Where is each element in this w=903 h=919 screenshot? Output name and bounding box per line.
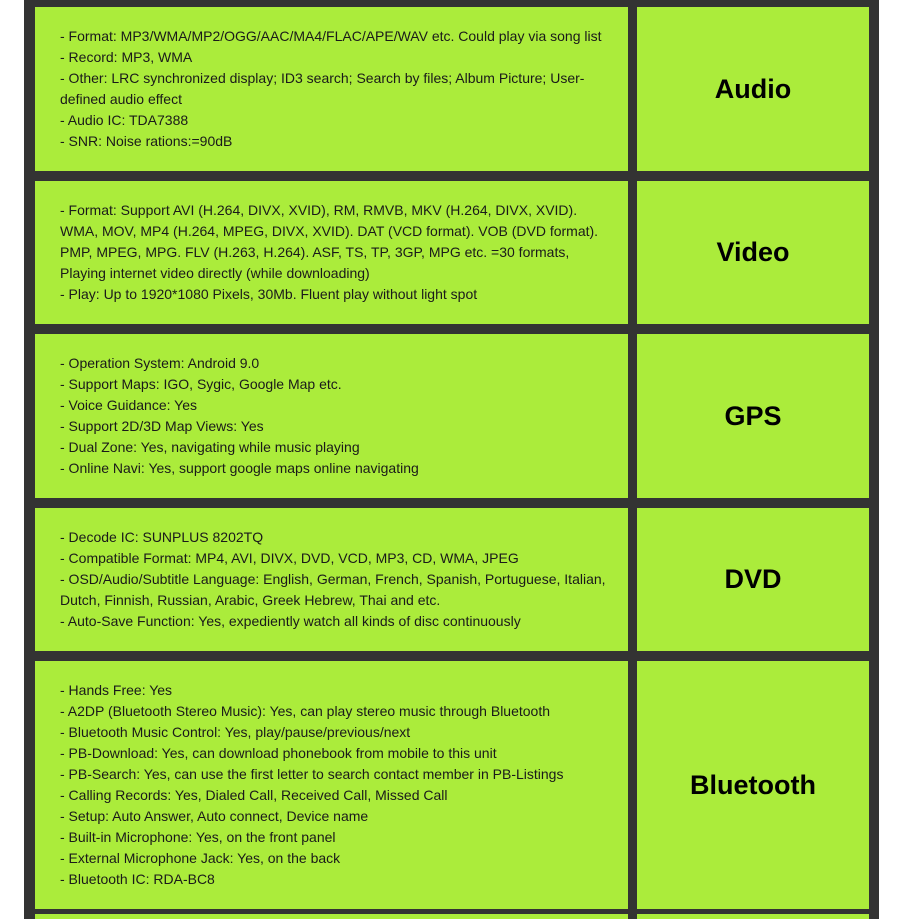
spec-line: - Bluetooth IC: RDA-BC8	[60, 871, 215, 887]
spec-line: - Decode IC: SUNPLUS 8202TQ	[60, 529, 264, 545]
next-row-label-edge	[637, 914, 869, 919]
left-margin	[0, 0, 24, 919]
spec-line: - Record: MP3, WMA	[60, 49, 193, 65]
right-margin	[879, 0, 903, 919]
spec-line: - Dual Zone: Yes, navigating while music playing	[60, 439, 360, 455]
spec-line: - Calling Records: Yes, Dialed Call, Received Call, Missed Call	[60, 787, 448, 803]
spec-label-video: Video	[637, 181, 869, 324]
spec-line: - Compatible Format: MP4, AVI, DIVX, DVD, VCD, MP3, CD, WMA, JPEG	[60, 550, 519, 566]
spec-description-video	[35, 181, 628, 324]
spec-label-bluetooth: Bluetooth	[637, 661, 869, 909]
spec-description-gps	[35, 334, 628, 498]
next-row-description-edge	[35, 914, 628, 919]
spec-line: - Support Maps: IGO, Sygic, Google Map etc.	[60, 376, 342, 392]
spec-label-gps: GPS	[637, 334, 869, 498]
spec-line: - Operation System: Android 9.0	[60, 355, 260, 371]
spec-description-audio	[35, 7, 628, 171]
spec-line: - Format: Support AVI (H.264, DIVX, XVID), RM, RMVB, MKV (H.264, DIVX, XVID). WMA, MOV, MP4 (H.264, MPEG, DIVX, XVID). DAT (VCD format). VOB (DVD format). PMP, MPEG, MPG. FLV (H.263, H.264). ASF, TS, TP, 3GP, MPG etc. =30 formats, Playing internet video directly (while downloading)	[60, 202, 599, 281]
spec-line: - PB-Download: Yes, can download phonebook from mobile to this unit	[60, 745, 497, 761]
spec-line: - Support 2D/3D Map Views: Yes	[60, 418, 264, 434]
spec-line: - Play: Up to 1920*1080 Pixels, 30Mb. Fluent play without light spot	[60, 286, 478, 302]
spec-line: - External Microphone Jack: Yes, on the back	[60, 850, 341, 866]
spec-line: - Hands Free: Yes	[60, 682, 173, 698]
spec-line: - Auto-Save Function: Yes, expediently watch all kinds of disc continuously	[60, 613, 521, 629]
spec-line: - Setup: Auto Answer, Auto connect, Device name	[60, 808, 369, 824]
spec-line: - A2DP (Bluetooth Stereo Music): Yes, can play stereo music through Bluetooth	[60, 703, 551, 719]
spec-line: - Built-in Microphone: Yes, on the front panel	[60, 829, 336, 845]
spec-line: - Other: LRC synchronized display; ID3 search; Search by files; Album Picture; User-defined audio effect	[60, 70, 585, 107]
spec-label-dvd: DVD	[637, 508, 869, 651]
spec-line: - Audio IC: TDA7388	[60, 112, 189, 128]
spec-line: - Bluetooth Music Control: Yes, play/pause/previous/next	[60, 724, 411, 740]
spec-description-bluetooth	[35, 661, 628, 909]
spec-line: - Online Navi: Yes, support google maps online navigating	[60, 460, 419, 476]
spec-line: - Voice Guidance: Yes	[60, 397, 197, 413]
spec-line: - PB-Search: Yes, can use the first letter to search contact member in PB-Listings	[60, 766, 564, 782]
spec-line: - SNR: Noise rations:=90dB	[60, 133, 233, 149]
spec-line: - Format: MP3/WMA/MP2/OGG/AAC/MA4/FLAC/APE/WAV etc. Could play via song list	[60, 28, 602, 44]
spec-label-audio: Audio	[637, 7, 869, 171]
spec-line: - OSD/Audio/Subtitle Language: English, German, French, Spanish, Portuguese, Italian, Dutch, Finnish, Russian, Arabic, Greek Hebrew, Thai and etc.	[60, 571, 606, 608]
spec-description-dvd	[35, 508, 628, 651]
